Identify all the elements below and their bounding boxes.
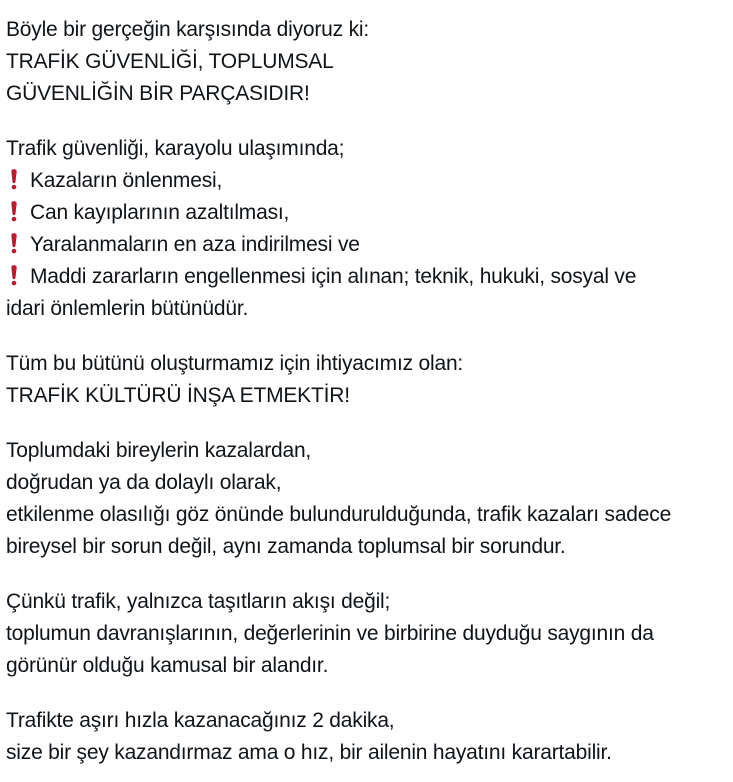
- line-text: görünür olduğu kamusal bir alandır.: [6, 654, 329, 677]
- line-text: Tüm bu bütünü oluşturmamız için ihtiyacımız olan:: [6, 352, 464, 375]
- line-text: Yaralanmaların en aza indirilmesi ve: [30, 233, 360, 256]
- text-line: [6, 229, 729, 261]
- line-text: GÜVENLİĞİN BİR PARÇASIDIR!: [6, 82, 310, 105]
- line-text: Kazaların önlenmesi,: [30, 169, 223, 192]
- line-text: Maddi zararların engellenmesi için alınan; teknik, hukuki, sosyal ve: [30, 265, 637, 288]
- text-line: [6, 737, 729, 769]
- text-line: [6, 705, 729, 737]
- heavy-exclamation-icon: [6, 229, 30, 261]
- line-text: idari önlemlerin bütünüdür.: [6, 297, 249, 320]
- text-line: [6, 531, 729, 563]
- line-text: TRAFİK GÜVENLİĞİ, TOPLUMSAL: [6, 50, 334, 73]
- heavy-exclamation-icon: [6, 197, 30, 229]
- text-line: [6, 165, 729, 197]
- text-line: [6, 467, 729, 499]
- paragraph: [6, 133, 729, 325]
- heavy-exclamation-icon: [6, 261, 30, 293]
- text-line: [6, 14, 729, 46]
- paragraph: [6, 435, 729, 563]
- line-text: etkilenme olasılığı göz önünde bulundurulduğunda, trafik kazaları sadece: [6, 503, 672, 526]
- line-text: Can kayıplarının azaltılması,: [30, 201, 290, 224]
- line-text: Böyle bir gerçeğin karşısında diyoruz ki:: [6, 18, 369, 41]
- heavy-exclamation-icon: [6, 165, 30, 197]
- paragraph: [6, 586, 729, 682]
- text-line: [6, 348, 729, 380]
- line-text: Trafik güvenliği, karayolu ulaşımında;: [6, 137, 345, 160]
- line-text: Toplumdaki bireylerin kazalardan,: [6, 439, 312, 462]
- text-line: [6, 293, 729, 325]
- line-text: Çünkü trafik, yalnızca taşıtların akışı değil;: [6, 590, 391, 613]
- line-text: size bir şey kazandırmaz ama o hız, bir ailenin hayatını karartabilir.: [6, 741, 612, 764]
- line-text: Trafikte aşırı hızla kazanacağınız 2 dakika,: [6, 709, 395, 732]
- text-line: [6, 46, 729, 78]
- text-line: [6, 133, 729, 165]
- text-line: [6, 435, 729, 467]
- line-text: TRAFİK KÜLTÜRÜ İNŞA ETMEKTİR!: [6, 384, 350, 407]
- paragraph: [6, 705, 729, 769]
- line-text: doğrudan ya da dolaylı olarak,: [6, 471, 282, 494]
- paragraph: [6, 14, 729, 110]
- text-line: [6, 586, 729, 618]
- text-line: [6, 499, 729, 531]
- line-text: bireysel bir sorun değil, aynı zamanda toplumsal bir sorundur.: [6, 535, 566, 558]
- text-line: [6, 380, 729, 412]
- paragraph: [6, 348, 729, 412]
- text-line: [6, 261, 729, 293]
- text-line: [6, 650, 729, 682]
- line-text: toplumun davranışlarının, değerlerinin ve birbirine duyduğu saygının da: [6, 622, 654, 645]
- text-line: [6, 618, 729, 650]
- text-line: [6, 197, 729, 229]
- text-line: [6, 78, 729, 110]
